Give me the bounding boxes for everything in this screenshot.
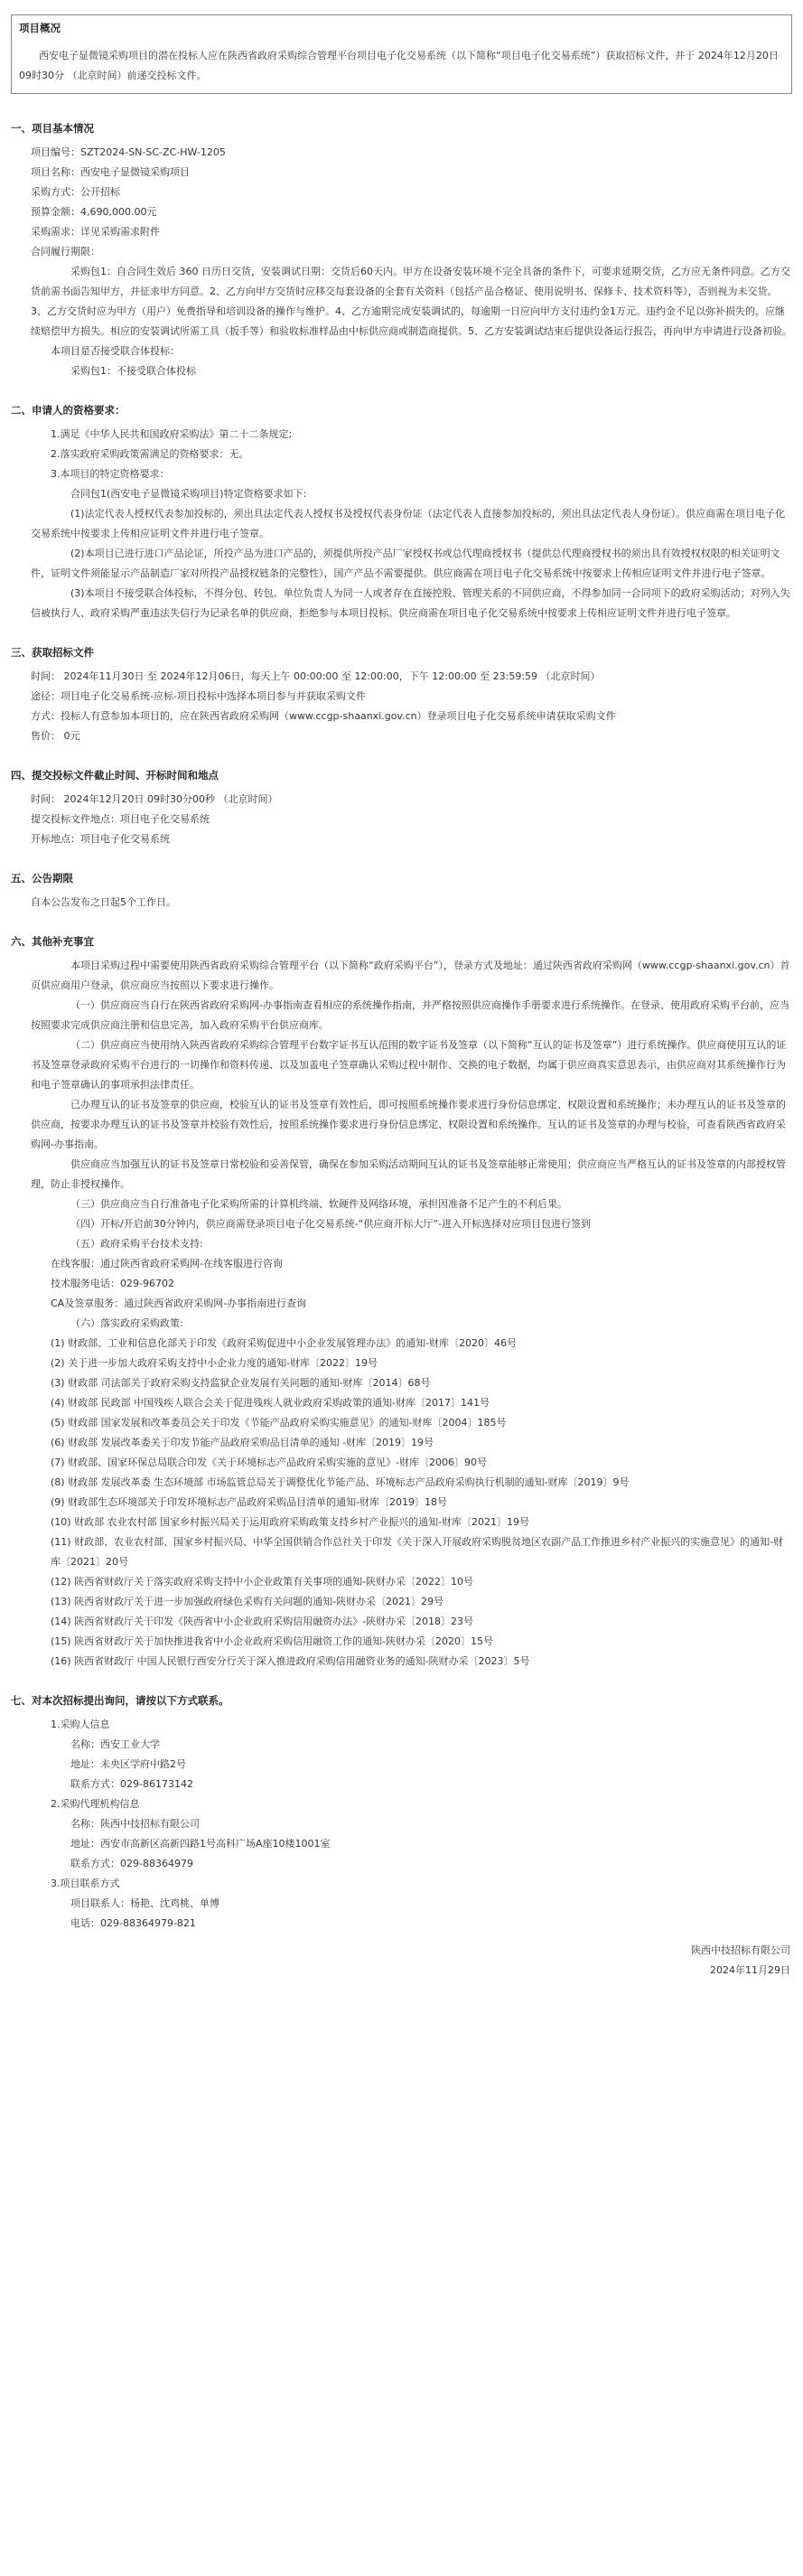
purchaser-name: 名称：西安工业大学 — [70, 1738, 160, 1750]
policy-item: (12) 陕西省财政厅关于落实政府采购支持中小企业政策有关事项的通知-陕财办采〔2022〕10号 — [51, 1576, 474, 1588]
signature-date: 2024年11月29日 — [710, 1964, 790, 1976]
consortium-value: 采购包1：不接受联合体投标 — [70, 365, 196, 377]
policy-item: (16) 陕西省财政厅 中国人民银行西安分行关于深入推进政府采购信用融资业务的通知-陕财办采〔2023〕5号 — [51, 1655, 530, 1667]
policy-item: (14) 陕西省财政厅关于印发《陕西省中小企业政府采购信用融资办法》-陕财办采〔2018〕23号 — [51, 1616, 474, 1627]
project-number: 项目编号：SZT2024-SN-SC-ZC-HW-1205 — [31, 146, 226, 158]
section-qualification — [11, 403, 792, 623]
open-place: 开标地点：项目电子化交易系统 — [31, 833, 170, 845]
project-name: 项目名称：西安电子显微镜采购项目 — [31, 166, 190, 178]
tech-support-title: （五）政府采购平台技术支持: — [70, 1238, 203, 1250]
other-paragraph: （二）供应商应当使用纳入陕西省政府采购综合管理平台数字证书互认范围的数字证书及签章（以下简称“互认的证书及签章”）进行系统操作。供应商使用互认的证书及签章登录政府采购平台进行的一切操作和资料传递、以及加盖电子签章确认采购过程中制作、交换的电子数据，均属于供应商真实意思表示，由供应商对其系统操作行为和电子签章确认的事项承担法律责任。 — [31, 1039, 787, 1091]
signature-org: 陕西中技招标有限公司 — [691, 1944, 790, 1956]
section-contact — [11, 1693, 792, 1934]
policy-item: (2) 关于进一步加大政府采购支持中小企业力度的通知-财库〔2022〕19号 — [51, 1357, 378, 1369]
section-title: 三、获取招标文件 — [11, 646, 94, 659]
overview-title: 项目概况 — [19, 22, 61, 34]
contact-title: 3.项目联系方式 — [51, 1878, 120, 1889]
other-paragraph: 供应商应当加强互认的证书及签章日常校验和妥善保管，确保在参加采购活动期间互认的证书及签章能够正常使用；供应商应当严格互认的证书及签章的内部授权管理，防止非授权操作。 — [31, 1158, 786, 1190]
other-paragraph: （三）供应商应当自行准备电子化采购所需的计算机终端、软硬件及网络环境，承担因准备不足产生的不利后果。 — [70, 1198, 567, 1210]
online-service: 在线客服：通过陕西省政府采购网-在线客服进行咨询 — [51, 1258, 283, 1269]
consortium-label: 本项目是否接受联合体投标： — [51, 345, 180, 357]
other-paragraph: （四）开标/开启前30分钟内，供应商需登录项目电子化交易系统-“供应商开标大厅”-进入开标选择对应项目包进行签到 — [70, 1218, 592, 1230]
budget-amount: 预算金额：4,690,000.00元 — [31, 206, 157, 218]
package-requirement-label: 合同包1(西安电子显微镜采购项目)特定资格要求如下: — [70, 488, 307, 500]
announcement-period-text: 自本公告发布之日起5个工作日。 — [31, 896, 176, 908]
other-paragraph: （一）供应商应当自行在陕西省政府采购网-办事指南查看相应的系统操作指南，并严格按照供应商操作手册要求进行系统操作。在登录、使用政府采购平台前，应当按照要求完成供应商注册和信息完善，加入政府采购平台供应商库。 — [31, 999, 789, 1031]
policy-item: (1) 财政部、工业和信息化部关于印发《政府采购促进中小企业发展管理办法》的通知-财库〔2020〕46号 — [51, 1337, 518, 1349]
section-title: 六、其他补充事宜 — [11, 935, 94, 948]
policy-item: (5) 财政部 国家发展和改革委员会关于印发《节能产品政府采购实施意见》的通知-财库〔2004〕185号 — [51, 1417, 507, 1429]
section-title: 四、提交投标文件截止时间、开标时间和地点 — [11, 769, 219, 782]
agency-phone: 联系方式：029-88364979 — [70, 1858, 193, 1869]
signature-block — [11, 1941, 792, 1981]
other-paragraph: 本项目采购过程中需要使用陕西省政府采购综合管理平台（以下简称“政府采购平台”），登录方式及地址：通过陕西省政府采购网（www.ccgp-shaanxi.gov.cn）首页供应商用户登录，供应商应当按照以下要求进行操作。 — [31, 960, 790, 991]
submit-place: 提交投标文件地点：项目电子化交易系统 — [31, 813, 210, 825]
deadline-time: 时间： 2024年12月20日 09时30分00秒 （北京时间） — [31, 793, 278, 805]
obtain-way: 途径：项目电子化交易系统-应标-项目投标中选择本项目参与并获取采购文件 — [31, 690, 366, 702]
project-overview-box — [11, 14, 792, 94]
requirement-3: (3)本项目不接受联合体投标，不得分包、转包。单位负责人为同一人或者存在直接控股、管理关系的不同供应商，不得参加同一合同项下的政府采购活动；对列入失信被执行人、政府采购严重违法失信行为记录名单的供应商，拒绝参与本项目投标。供应商需在项目电子化交易系统中按要求上传相应证明文件并进行电子签章。 — [31, 587, 790, 619]
agency-name: 名称：陕西中技招标有限公司 — [70, 1818, 200, 1830]
requirement-1: (1)法定代表人授权代表参加投标的，须出具法定代表人授权书及授权代表身份证（法定代表人直接参加投标的，须出具法定代表人身份证）。供应商需在项目电子化交易系统中按要求上传相应证明文件并进行电子签章。 — [31, 508, 786, 539]
section-title: 五、公告期限 — [11, 872, 73, 885]
policy-item: (10) 财政部 农业农村部 国家乡村振兴局关于运用政府采购政策支持乡村产业振兴的通知-财库〔2021〕19号 — [51, 1516, 530, 1528]
section-deadline — [11, 768, 792, 849]
obtain-time: 时间： 2024年11月30日 至 2024年12月06日，每天上午 00:00:00 至 12:00:00，下午 12:00:00 至 23:59:59 （北京时间） — [31, 670, 601, 682]
procurement-method: 采购方式：公开招标 — [31, 186, 120, 198]
service-phone: 技术服务电话：029-96702 — [51, 1278, 174, 1289]
policy-item: (3) 财政部 司法部关于政府采购支持监狱企业发展有关问题的通知-财库〔2014〕68号 — [51, 1377, 431, 1389]
purchaser-phone: 联系方式：029-86173142 — [70, 1778, 193, 1790]
requirement-2: (2)本项目已进行进口产品论证，所投产品为进口产品的，须提供所投产品厂家授权书或总代理商授权书（提供总代理商授权书的须出具有效授权权限的相关证明文件，证明文件须能显示产品制造厂家对所投产品授权链条的完整性），国产产品不需要提供。供应商需在项目电子化交易系统中按要求上传相应证明文件并进行电子签章。 — [31, 548, 780, 579]
agency-address: 地址：西安市高新区高新四路1号高科广场A座10楼1001室 — [70, 1838, 331, 1850]
section-basic-info — [11, 121, 792, 381]
other-paragraph: 已办理互认的证书及签章的供应商，校验互认的证书及签章有效性后，即可按照系统操作要求进行身份信息绑定、权限设置和系统操作；未办理互认的证书及签章的供应商，按要求办理互认的证书及签章并校验有效性后，按照系统操作要求进行身份信息绑定、权限设置和系统操作。互认的证书及签章的办理与校验，可查看陕西省政府采购网-办事指南。 — [31, 1099, 786, 1150]
procurement-requirement: 采购需求：详见采购需求附件 — [31, 226, 160, 238]
section-title: 七、对本次招标提出询问，请按以下方式联系。 — [11, 1694, 229, 1707]
section-obtain-documents — [11, 645, 792, 746]
policy-item: (15) 陕西省财政厅关于加快推进我省中小企业政府采购信用融资工作的通知-陕财办采〔2020〕15号 — [51, 1635, 494, 1647]
qualification-item-3: 3.本项目的特定资格要求： — [51, 468, 170, 480]
section-announcement-period — [11, 871, 792, 913]
contract-term-text: 采购包1：自合同生效后 360 日历日交货，安装调试日期：交货后60天内。甲方在设备安装环境不完全具备的条件下，可要求延期交货，乙方应无条件同意。乙方交货前需书面告知甲方，并征求甲方同意。2、乙方向甲方交货时应移交每套设备的全套有关资料（包括产品合格证、使用说明书、保修卡、技术资料等），否则视为未交货。3、乙方交货时应为甲方（用户）免费指导和培训设备的操作与维护。4、乙方逾期完成安装调试的，每逾期一日应向甲方支付违约金1万元。违约金不足以弥补损失的，应继续赔偿甲方损失。相应的安装调试所需工具（扳手等）和验收标准样品由中标供应商或制造商提供。5、乙方安装调试结束后提供设备运行报告，再向甲方申请进行设备初验。 — [31, 266, 792, 337]
obtain-method: 方式：投标人有意参加本项目的，应在陕西省政府采购网（www.ccgp-shaanxi.gov.cn）登录项目电子化交易系统申请获取采购文件 — [31, 710, 616, 722]
policy-item: (6) 财政部 发展改革委关于印发节能产品政府采购品目清单的通知 -财库〔2019〕19号 — [51, 1437, 434, 1448]
section-title: 二、申请人的资格要求： — [11, 404, 126, 417]
contact-phone: 电话：029-88364979-821 — [70, 1917, 196, 1929]
ca-service: CA及签章服务：通过陕西省政府采购网-办事指南进行查询 — [51, 1297, 307, 1309]
policy-item: (9) 财政部生态环境部关于印发环境标志产品政府采购品目清单的通知-财库〔2019〕18号 — [51, 1496, 448, 1508]
contract-term-label: 合同履行期限： — [31, 246, 100, 258]
policy-item: (8) 财政部 发展改革委 生态环境部 市场监管总局关于调整优化节能产品、环境标志产品政府采购执行机制的通知-财库〔2019〕9号 — [51, 1476, 630, 1488]
policy-title: （六）落实政府采购政策: — [70, 1317, 183, 1329]
section-title: 一、项目基本情况 — [11, 122, 94, 135]
contact-person: 项目联系人：杨艳、沈鸡桃、单博 — [70, 1897, 219, 1909]
qualification-item-2: 2.落实政府采购政策需满足的资格要求：无。 — [51, 448, 249, 460]
purchaser-title: 1.采购人信息 — [51, 1719, 110, 1730]
policy-item: (4) 财政部 民政部 中国残疾人联合会关于促进残疾人就业政府采购政策的通知-财库〔2017〕141号 — [51, 1397, 490, 1409]
purchaser-address: 地址：未央区学府中路2号 — [70, 1758, 186, 1770]
overview-text: 西安电子显微镜采购项目的潜在投标人应在陕西省政府采购综合管理平台项目电子化交易系统（以下简称“项目电子化交易系统”）获取招标文件，并于 2024年12月20日 09时30分 （北京时间）前递交投标文件。 — [19, 50, 779, 81]
policy-item: (13) 陕西省财政厅关于进一步加强政府绿色采购有关问题的通知-陕财办采〔2021〕29号 — [51, 1596, 444, 1607]
section-other-matters — [11, 934, 792, 1672]
document-price: 售价： 0元 — [31, 730, 80, 742]
policy-item: (11) 财政部、农业农村部、国家乡村振兴局、中华全国供销合作总社关于印发《关于深入开展政府采购脱贫地区农副产品工作推进乡村产业振兴的实施意见》的通知-财库〔2021〕20号 — [51, 1536, 784, 1568]
qualification-item-1: 1.满足《中华人民共和国政府采购法》第二十二条规定; — [51, 428, 293, 440]
agency-title: 2.采购代理机构信息 — [51, 1798, 140, 1810]
policy-item: (7) 财政部、国家环保总局联合印发《关于环境标志产品政府采购实施的意见》-财库〔2006〕90号 — [51, 1457, 488, 1468]
